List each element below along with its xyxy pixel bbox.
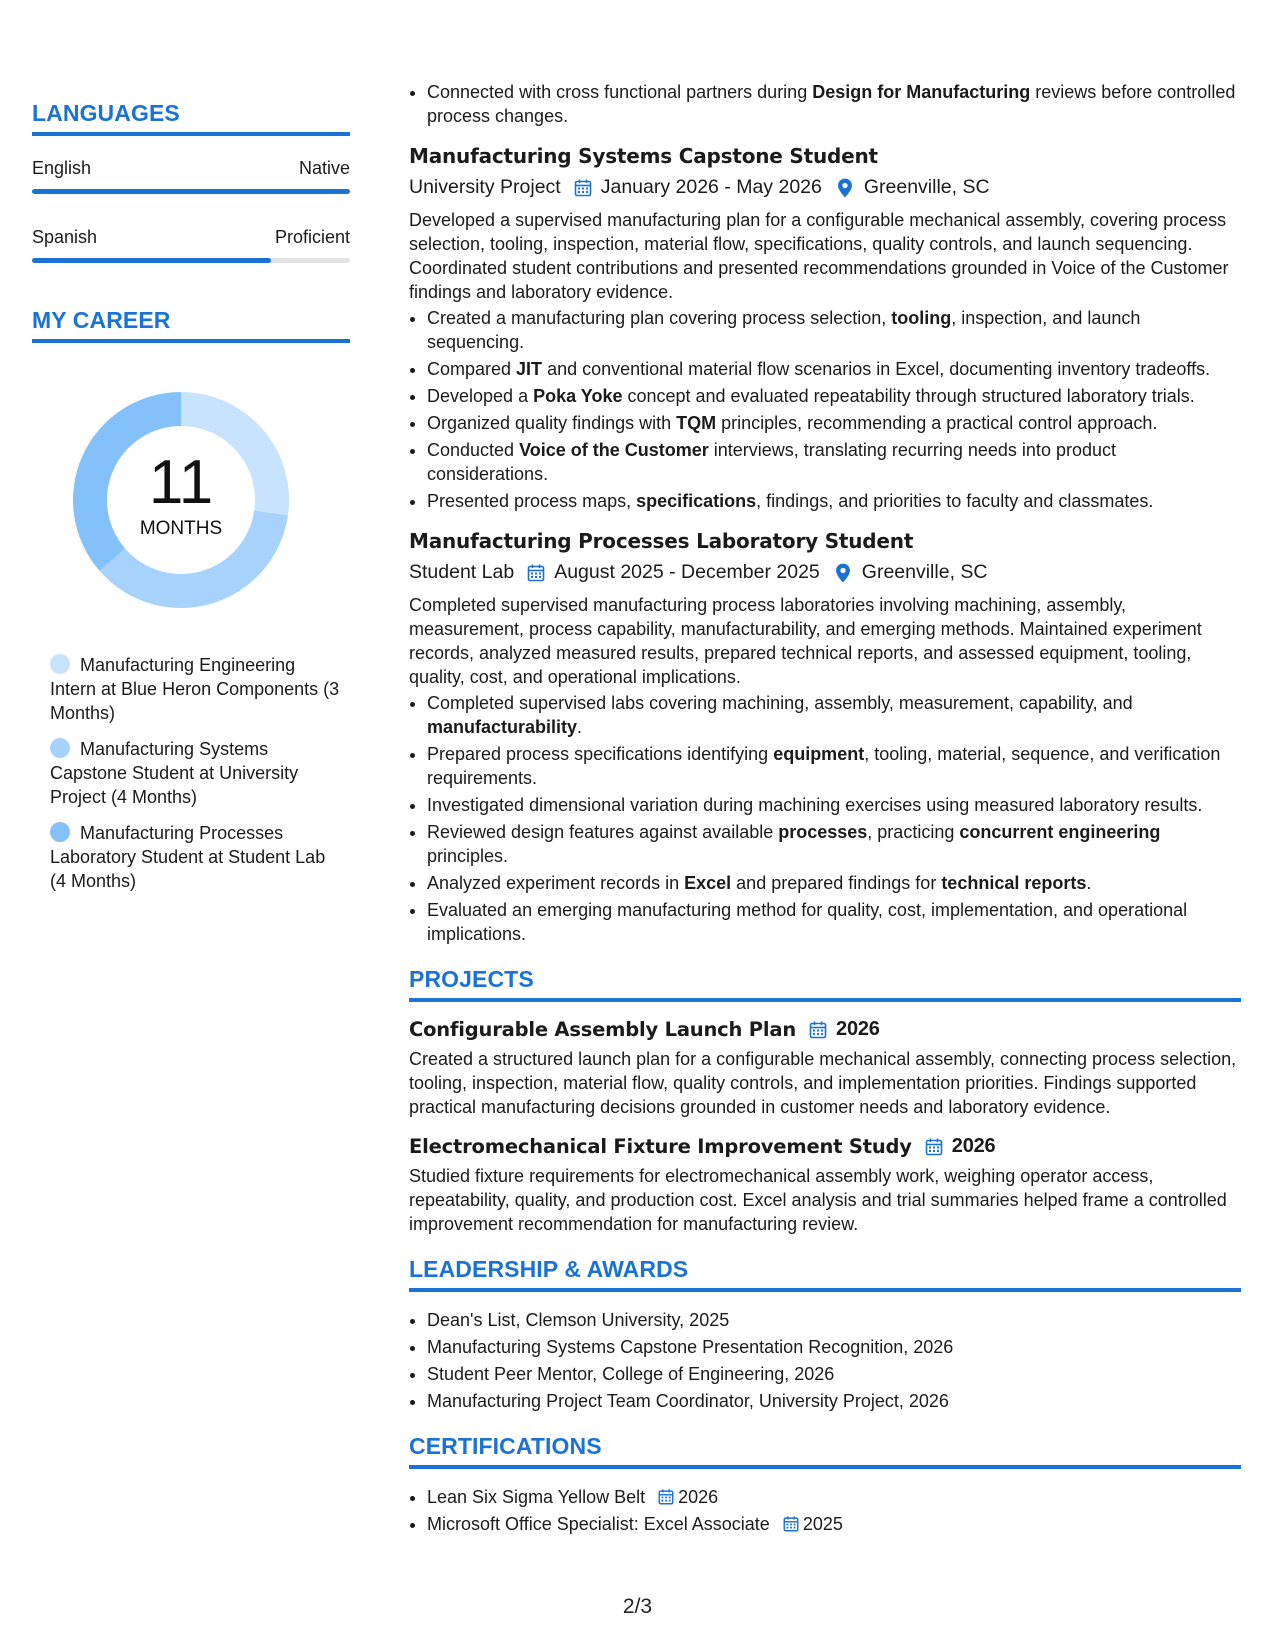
award-item: • Student Peer Mentor, College of Engineering, 2026 (427, 1362, 1241, 1386)
career-legend-label: Manufacturing Engineering Intern at Blue Heron Components (3 Months) (50, 655, 340, 723)
bullet-text: Organized quality findings with (427, 413, 677, 433)
bullet-item (427, 898, 1241, 946)
career-legend-label: Manufacturing Systems Capstone Student at University Project (4 Months) (50, 739, 299, 807)
experience-list (409, 144, 1241, 946)
date-icon-wrap (526, 563, 546, 583)
calendar-icon (924, 1137, 944, 1157)
language-proficiency-fill (32, 258, 271, 263)
language-name: Spanish (32, 227, 98, 247)
projects-list (409, 1018, 1241, 1236)
bullet-text: and prepared findings for (731, 873, 942, 893)
job-org: Student Lab (409, 561, 515, 583)
job-description: Completed supervised manufacturing process laboratories involving machining, assembly, measurement, process capability, manufacturability, and emerging methods. Maintained experiment records, analyzed measured results, prepared technical reports, and assessed equipment, tooling, quality, cost, and operational implications. (409, 595, 1202, 687)
job-title: Manufacturing Processes Laboratory Student (409, 529, 914, 553)
job-org: University Project (409, 176, 561, 198)
job-entry (409, 529, 1241, 946)
map-pin-icon (834, 177, 856, 199)
job-title: Manufacturing Systems Capstone Student (409, 144, 878, 168)
job-location: Greenville, SC (861, 561, 988, 583)
bullet-keyword: JIT (516, 359, 543, 379)
bullet-text: Connected with cross functional partners during (427, 82, 813, 102)
award-item: • Manufacturing Project Team Coordinator, University Project, 2026 (427, 1389, 1241, 1413)
bullet-text: , tooling, material, sequence, and verification requirements. (427, 744, 1221, 788)
career-legend (32, 653, 340, 893)
bullet-keyword: Poka Yoke (533, 386, 623, 406)
career-legend-item (50, 737, 340, 809)
bullet-text: Investigated dimensional variation during machining exercises using measured laboratory results. (427, 795, 1203, 815)
legend-dot (50, 738, 70, 758)
date-icon-wrap (657, 1488, 675, 1506)
languages-heading: LANGUAGES (32, 100, 350, 136)
career-total-value: 11 (148, 448, 214, 517)
bullet-item (427, 438, 1241, 486)
legend-dot (50, 654, 70, 674)
bullet-item (427, 871, 1241, 895)
language-proficiency-fill (32, 189, 350, 194)
project-year: 2026 (951, 1135, 996, 1157)
bullet-text: Created a manufacturing plan covering process selection, (427, 308, 892, 328)
bullet-item (427, 80, 1241, 128)
bullet-text: reviews before controlled process changes. (427, 82, 1236, 126)
languages-list (32, 158, 350, 263)
bullet-text: , findings, and priorities to faculty and classmates. (756, 491, 1154, 511)
career-total-unit: MONTHS (139, 518, 223, 539)
project-entry (409, 1018, 1241, 1119)
certification-year: 2026 (678, 1487, 719, 1507)
calendar-icon (808, 1020, 828, 1040)
career-legend-label: Manufacturing Processes Laboratory Student at Student Lab (4 Months) (50, 823, 326, 891)
career-donut-chart (66, 385, 296, 615)
job-location: Greenville, SC (863, 176, 990, 198)
bullet-text: . (577, 717, 583, 737)
project-header (409, 1135, 1241, 1158)
main-content (409, 80, 1241, 1539)
language-proficiency-bar (32, 189, 350, 194)
bullet-item (427, 742, 1241, 790)
page-number: 2/3 (622, 1595, 653, 1618)
calendar-icon (573, 178, 593, 198)
language-level: Native (298, 158, 350, 178)
bullet-text: Prepared process specifications identifying (427, 744, 774, 764)
project-title: Electromechanical Fixture Improvement Study (409, 1135, 912, 1158)
date-icon-wrap (782, 1515, 800, 1533)
job-description: Developed a supervised manufacturing plan for a configurable mechanical assembly, covering process selection, tooling, inspection, material flow, specifications, quality controls, and launch sequencing. Coordinated student contributions and presented recommendations grounded in Voice of the Customer findings and laboratory evidence. (409, 210, 1229, 302)
job-dates: August 2025 - December 2025 (554, 561, 820, 583)
bullet-keyword: specifications (636, 491, 757, 511)
bullet-keyword: TQM (676, 413, 717, 433)
bullet-text: Evaluated an emerging manufacturing method for quality, cost, implementation, and operational implications. (427, 900, 1188, 944)
job-bullets (409, 691, 1241, 946)
bullet-keyword: Excel (684, 873, 732, 893)
project-description: Studied fixture requirements for electromechanical assembly work, weighing operator access, repeatability, quality, and production cost. Excel analysis and trial summaries helped frame a controlled improvement recommendation for manufacturing review. (409, 1166, 1227, 1234)
bullet-item (427, 411, 1241, 435)
bullet-keyword: tooling (891, 308, 952, 328)
bullet-item (427, 306, 1241, 354)
job-dates: January 2026 - May 2026 (600, 176, 822, 198)
bullet-text: principles, recommending a practical control approach. (716, 413, 1158, 433)
certification-item (427, 1485, 1241, 1509)
job-meta (409, 561, 1241, 584)
language-name: English (32, 158, 92, 178)
bullet-item (427, 357, 1241, 381)
bullet-item (427, 691, 1241, 739)
date-icon-wrap (808, 1020, 828, 1040)
legend-dot (50, 822, 70, 842)
certification-name: Lean Six Sigma Yellow Belt (427, 1487, 646, 1507)
map-pin-icon (832, 562, 854, 584)
bullet-text: interviews, translating recurring needs into product considerations. (427, 440, 1116, 484)
project-description: Created a structured launch plan for a configurable mechanical assembly, connecting process selection, tooling, inspection, material flow, quality controls, and implementation priorities. Findings supported practical manufacturing decisions grounded in customer needs and laboratory evidence. (409, 1049, 1237, 1117)
career-legend-item (50, 653, 340, 725)
bullet-text: Reviewed design features against available (427, 822, 779, 842)
project-header (409, 1018, 1241, 1041)
job-entry (409, 144, 1241, 513)
date-icon-wrap (573, 178, 593, 198)
bullet-text: Completed supervised labs covering machining, assembly, measurement, capability, and (427, 693, 1133, 713)
carryover-bullets (409, 80, 1241, 128)
project-year: 2026 (836, 1018, 880, 1040)
bullet-keyword: technical reports (941, 873, 1087, 893)
projects-heading: PROJECTS (409, 966, 1241, 1002)
language-row (32, 158, 350, 179)
bullet-text: , practicing (867, 822, 960, 842)
award-item: • Dean's List, Clemson University, 2025 (427, 1308, 1241, 1332)
certification-name: Microsoft Office Specialist: Excel Associate (427, 1514, 770, 1534)
bullet-text: , inspection, and launch sequencing. (427, 308, 1141, 352)
bullet-text: Conducted (427, 440, 520, 460)
bullet-item (427, 820, 1241, 868)
bullet-text: Developed a (427, 386, 534, 406)
project-entry (409, 1135, 1241, 1236)
bullet-text: and conventional material flow scenarios in Excel, documenting inventory tradeoffs. (542, 359, 1211, 379)
location-icon-wrap (832, 562, 854, 584)
language-proficiency-bar (32, 258, 350, 263)
bullet-item (427, 489, 1241, 513)
certification-year: 2025 (802, 1514, 843, 1534)
sidebar (32, 100, 350, 905)
location-icon-wrap (834, 177, 856, 199)
career-heading: MY CAREER (32, 307, 350, 343)
job-meta (409, 176, 1241, 199)
language-row (32, 227, 350, 248)
language-level: Proficient (274, 227, 350, 247)
bullet-keyword: manufacturability (427, 717, 578, 737)
bullet-keyword: Voice of the Customer (519, 440, 709, 460)
bullet-keyword: processes (778, 822, 868, 842)
bullet-text: Presented process maps, (427, 491, 637, 511)
certifications-heading: CERTIFICATIONS (409, 1433, 1241, 1469)
bullet-text: principles. (427, 846, 509, 866)
date-icon-wrap (924, 1137, 944, 1157)
bullet-text: concept and evaluated repeatability through structured laboratory trials. (622, 386, 1195, 406)
calendar-icon (526, 563, 546, 583)
bullet-text: Compared (427, 359, 517, 379)
donut-center (66, 385, 296, 615)
award-item: • Manufacturing Systems Capstone Presentation Recognition, 2026 (427, 1335, 1241, 1359)
calendar-icon (782, 1515, 800, 1533)
bullet-text: . (1086, 873, 1092, 893)
awards-list (409, 1308, 1241, 1413)
bullet-item (427, 793, 1241, 817)
bullet-keyword: equipment (773, 744, 865, 764)
job-bullets (409, 306, 1241, 513)
bullet-keyword: concurrent engineering (959, 822, 1161, 842)
certifications-list (409, 1485, 1241, 1536)
bullet-keyword: Design for Manufacturing (812, 82, 1031, 102)
calendar-icon (657, 1488, 675, 1506)
bullet-item (427, 384, 1241, 408)
career-legend-item (50, 821, 340, 893)
project-title: Configurable Assembly Launch Plan (409, 1018, 797, 1041)
awards-heading: LEADERSHIP & AWARDS (409, 1256, 1241, 1292)
bullet-text: Analyzed experiment records in (427, 873, 685, 893)
certification-item (427, 1512, 1241, 1536)
